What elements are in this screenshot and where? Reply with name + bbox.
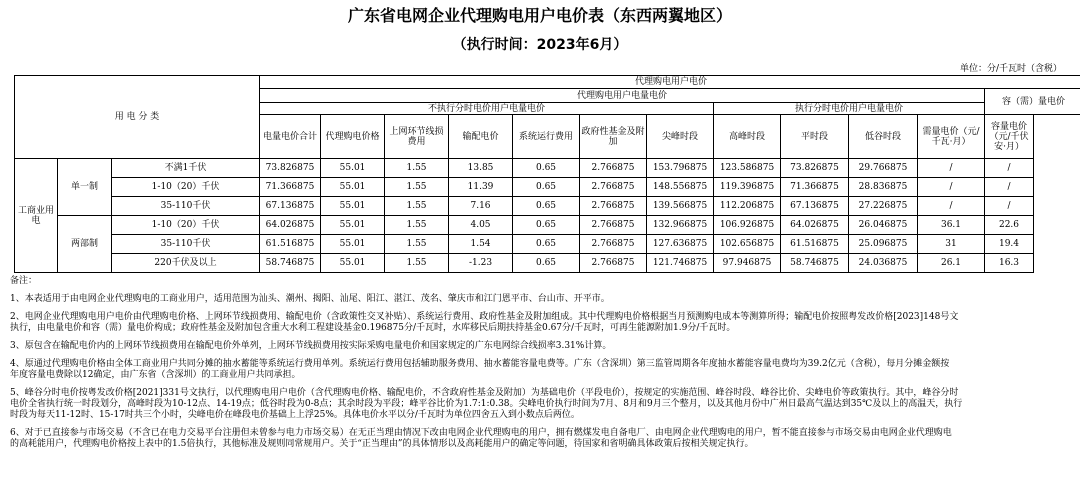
line-loss-cell: 1.55: [385, 178, 449, 197]
purchase-cell: 55.01: [321, 159, 385, 178]
voltage-cell: 220千伏及以上: [112, 254, 260, 273]
note-4: 4、原通过代理购电价格由全体工商业用户共同分摊的抽水蓄能等系统运行费用单列。系统运行费用包括辅助服务费用、抽水蓄能容量电费等。广东（含深圳）第三监管周期各年度抽水蓄能容量电费均为39.2亿元（含税），每月分摊金额按: [10, 359, 950, 369]
flat-cell: 67.136875: [781, 197, 849, 216]
valley-cell: 25.096875: [849, 235, 918, 254]
line-loss-cell: 1.55: [385, 254, 449, 273]
sharp-peak-header: 尖峰时段: [647, 115, 714, 159]
demand-price-header: 需量电价（元/千瓦·月）: [918, 115, 985, 159]
peak-cell: 112.206875: [714, 197, 781, 216]
table-row: [15, 216, 1080, 235]
peak-header: 高峰时段: [714, 115, 781, 159]
notes-heading: 备注：: [10, 276, 38, 286]
gov-fund-header: 政府性基金及附加: [580, 115, 647, 159]
valley-cell: 27.226875: [849, 197, 918, 216]
non-tou-header: 不执行分时电价用户电量电价: [260, 103, 714, 115]
demand-cell: 26.1: [918, 254, 985, 273]
page-title: 广东省电网企业代理购电用户电价表（东西两翼地区）: [347, 6, 732, 25]
total-cell: 64.026875: [260, 216, 321, 235]
voltage-cell: 35-110千伏: [112, 235, 260, 254]
line-loss-cell: 1.55: [385, 235, 449, 254]
demand-cell: 31: [918, 235, 985, 254]
demand-cell: /: [918, 197, 985, 216]
transmission-header: 输配电价: [449, 115, 513, 159]
total-cell: 73.826875: [260, 159, 321, 178]
voltage-cell: 1-10（20）千伏: [112, 178, 260, 197]
capacity-cell: /: [985, 178, 1034, 197]
total-cell: 67.136875: [260, 197, 321, 216]
note-4-cont: 年度容量电费除以12确定，由广东省（含深圳）的工商业用户共同承担。: [10, 370, 301, 380]
transmission-cell: 4.05: [449, 216, 513, 235]
note-2: 2、电网企业代理购电用户电价由代理购电价格、上网环节线损费用、输配电价（含政策性交叉补贴）、系统运行费用、政府性基金及附加组成。其中代理购电价格根据当月预测购电成本等测算所得；输配电价按照粤发改价格[2023]148号文: [10, 312, 959, 322]
gov-fund-cell: 2.766875: [580, 178, 647, 197]
table-row: [15, 197, 1080, 216]
tariff-table: [14, 75, 1080, 273]
total-cell: 58.746875: [260, 254, 321, 273]
note-5: 5、峰谷分时电价按粤发改价格[2021]331号文执行，以代理购电用户电价（含代理购电价格、输配电价，不含政府性基金及附加）为基础电价（平段电价），按规定的实施范围、峰谷时段、峰谷比价、尖峰电价等政策执行。其中，峰谷分时: [10, 388, 959, 398]
voltage-cell: 35-110千伏: [112, 197, 260, 216]
line-loss-cell: 1.55: [385, 159, 449, 178]
note-1: 1、本表适用于由电网企业代理购电的工商业用户，适用范围为汕头、潮州、揭阳、汕尾、阳江、湛江、茂名、肇庆市和江门恩平市、台山市、开平市。: [10, 294, 610, 304]
line-loss-header: 上网环节线损费用: [385, 115, 449, 159]
purchase-cell: 55.01: [321, 197, 385, 216]
voltage-cell: 不满1千伏: [112, 159, 260, 178]
transmission-cell: 11.39: [449, 178, 513, 197]
unit-note: 单位：分/千瓦时（含税）: [959, 64, 1062, 74]
sharp-peak-cell: 148.556875: [647, 178, 714, 197]
system-cost-header: 系统运行费用: [513, 115, 580, 159]
transmission-cell: 7.16: [449, 197, 513, 216]
valley-header: 低谷时段: [849, 115, 918, 159]
purchase-cell: 55.01: [321, 216, 385, 235]
note-5-cont: 时段为每天11-12时、15-17时共三个小时，尖峰电价在峰段电价基础上上浮25%。具体电价水平以分/千瓦时为单位四舍五入到小数点后两位。: [10, 410, 580, 420]
purchase-cell: 55.01: [321, 254, 385, 273]
proxy-energy-price-header: 代理购电用户电量电价: [260, 89, 985, 103]
gov-fund-cell: 2.766875: [580, 216, 647, 235]
total-cell: 61.516875: [260, 235, 321, 254]
system-cost-cell: 0.65: [513, 235, 580, 254]
purchase-header: 代理购电价格: [321, 115, 385, 159]
capacity-cell: 19.4: [985, 235, 1034, 254]
demand-cell: /: [918, 159, 985, 178]
capacity-price-header: 容量电价（元/千伏安·月）: [985, 115, 1034, 159]
table-row: [15, 159, 1080, 178]
system-cost-cell: 0.65: [513, 216, 580, 235]
valley-cell: 28.836875: [849, 178, 918, 197]
capacity-cell: /: [985, 197, 1034, 216]
line-loss-cell: 1.55: [385, 197, 449, 216]
peak-cell: 119.396875: [714, 178, 781, 197]
flat-cell: 61.516875: [781, 235, 849, 254]
note-6: 6、对于已直接参与市场交易（不含已在电力交易平台注册但未曾参与电力市场交易）在无正当理由情况下改由电网企业代理购电的用户，拥有燃煤发电自备电厂、由电网企业代理购电的用户，暂不能直接参与市场交易由电网企业代理购电: [10, 428, 952, 438]
flat-cell: 71.366875: [781, 178, 849, 197]
table-row: [15, 235, 1080, 254]
gov-fund-cell: 2.766875: [580, 235, 647, 254]
notes-section: [10, 276, 1072, 450]
sharp-peak-cell: 127.636875: [647, 235, 714, 254]
flat-cell: 64.026875: [781, 216, 849, 235]
gov-fund-cell: 2.766875: [580, 254, 647, 273]
line-loss-cell: 1.55: [385, 216, 449, 235]
page-subtitle: （执行时间：2023年6月）: [452, 37, 628, 53]
system-cost-cell: 0.65: [513, 254, 580, 273]
table-row: [15, 254, 1080, 273]
category-header: 用 电 分 类: [15, 76, 260, 159]
peak-cell: 123.586875: [714, 159, 781, 178]
system-cost-cell: 0.65: [513, 197, 580, 216]
sharp-peak-cell: 139.566875: [647, 197, 714, 216]
valley-cell: 26.046875: [849, 216, 918, 235]
proxy-price-header: 代理购电用户电价: [260, 76, 1080, 89]
sharp-peak-cell: 153.796875: [647, 159, 714, 178]
flat-header: 平时段: [781, 115, 849, 159]
peak-cell: 102.656875: [714, 235, 781, 254]
transmission-cell: -1.23: [449, 254, 513, 273]
subgroup-single: 单一制: [58, 159, 112, 216]
group-label: 工商业用电: [15, 159, 58, 273]
capacity-cell: /: [985, 159, 1034, 178]
tou-header: 执行分时电价用户电量电价: [714, 103, 985, 115]
note-5-cont: 电价全省执行统一时段划分，高峰时段为10-12点、14-19点；低谷时段为0-8点；其余时段为平段；峰平谷比价为1.7:1:0.38。尖峰电价执行时间为7月、8月和9月三个整月，以及其他月份中广州日最高气温达到35℃及以上的高温天，执行: [10, 399, 963, 409]
flat-cell: 73.826875: [781, 159, 849, 178]
transmission-cell: 1.54: [449, 235, 513, 254]
total-header: 电量电价合计: [260, 115, 321, 159]
note-3: 3、原包含在输配电价内的上网环节线损费用在输配电价外单列，上网环节线损费用按实际采购电量电价和国家规定的广东电网综合线损率3.31%计算。: [10, 341, 612, 351]
voltage-cell: 1-10（20）千伏: [112, 216, 260, 235]
peak-cell: 97.946875: [714, 254, 781, 273]
note-2-cont: 执行，由电量电价和容（需）量电价构成；政府性基金及附加包含重大水利工程建设基金0.196875分/千瓦时，水库移民后期扶持基金0.67分/千瓦时，可再生能源附加1.9分/千瓦时。: [10, 323, 736, 333]
flat-cell: 58.746875: [781, 254, 849, 273]
purchase-cell: 55.01: [321, 235, 385, 254]
purchase-cell: 55.01: [321, 178, 385, 197]
system-cost-cell: 0.65: [513, 178, 580, 197]
valley-cell: 24.036875: [849, 254, 918, 273]
demand-cell: 36.1: [918, 216, 985, 235]
capacity-cell: 22.6: [985, 216, 1034, 235]
demand-cell: /: [918, 178, 985, 197]
gov-fund-cell: 2.766875: [580, 197, 647, 216]
note-6-cont: 的高耗能用户，代理购电价格按上表中的1.5倍执行，其他标准及规则同常规用户。关于“正当理由”的具体情形以及高耗能用户的确定等问题，待国家和省明确具体政策后按相关规定执行。: [10, 439, 754, 449]
table-row: [15, 178, 1080, 197]
sharp-peak-cell: 132.966875: [647, 216, 714, 235]
valley-cell: 29.766875: [849, 159, 918, 178]
capacity-cell: 16.3: [985, 254, 1034, 273]
sharp-peak-cell: 121.746875: [647, 254, 714, 273]
gov-fund-cell: 2.766875: [580, 159, 647, 178]
total-cell: 71.366875: [260, 178, 321, 197]
peak-cell: 106.926875: [714, 216, 781, 235]
capacity-header: 容（需）量电价: [985, 89, 1080, 115]
system-cost-cell: 0.65: [513, 159, 580, 178]
transmission-cell: 13.85: [449, 159, 513, 178]
subgroup-two-part: 两部制: [58, 216, 112, 273]
